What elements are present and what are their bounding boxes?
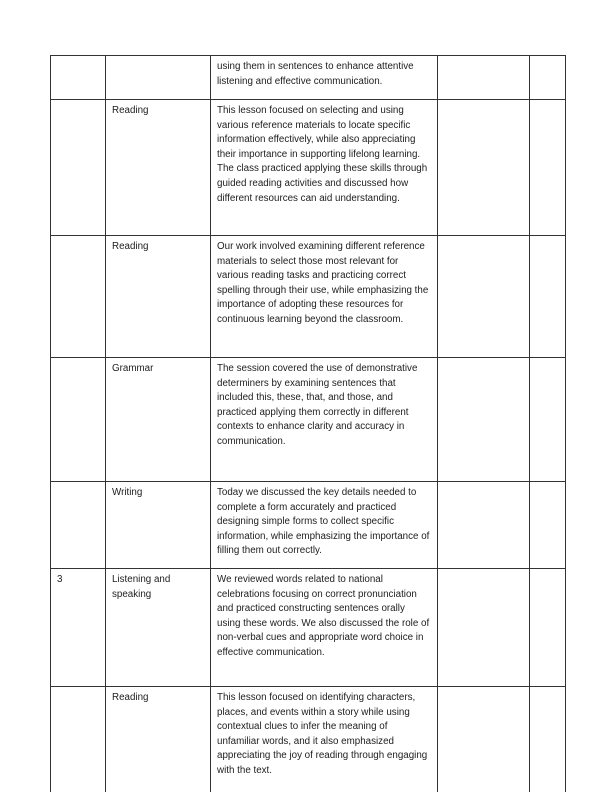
empty-cell-1 [438,569,530,687]
empty-cell-1 [438,482,530,569]
empty-cell-2 [530,569,566,687]
description-cell: Our work involved examining different reference materials to select those most relevant for various reading tasks and practicing correct spelling through their use, while emphasizing the importance of adopting these resources for continuous learning beyond the classroom. [211,236,438,358]
empty-cell-1 [438,56,530,100]
table-row [51,569,566,687]
description-cell: Today we discussed the key details needed to complete a form accurately and practiced designing simple forms to collect specific information, while emphasizing the importance of filling them out correctly. [211,482,438,569]
table-row [51,100,566,236]
empty-cell-1 [438,358,530,482]
empty-cell-1 [438,687,530,792]
week-cell [51,236,106,358]
empty-cell-2 [530,100,566,236]
subject-cell: Reading [106,100,211,236]
table-row [51,56,566,100]
subject-cell: Listening and speaking [106,569,211,687]
description-cell: The session covered the use of demonstrative determiners by examining sentences that included this, these, that, and those, and practiced applying them correctly in different contexts to enhance clarity and accuracy in communication. [211,358,438,482]
description-cell: This lesson focused on selecting and using various reference materials to locate specific information effectively, while also appreciating their importance in supporting lifelong learning. The class practiced applying these skills through guided reading activities and discussed how different resources can aid understanding. [211,100,438,236]
empty-cell-1 [438,236,530,358]
subject-cell: Reading [106,236,211,358]
week-cell [51,482,106,569]
subject-cell [106,56,211,100]
empty-cell-2 [530,482,566,569]
table-row [51,687,566,792]
description-cell: We reviewed words related to national celebrations focusing on correct pronunciation and practiced constructing sentences orally using these words. We also discussed the role of non-verbal cues and appropriate word choice in effective communication. [211,569,438,687]
week-cell [51,687,106,792]
empty-cell-1 [438,100,530,236]
empty-cell-2 [530,358,566,482]
subject-cell: Grammar [106,358,211,482]
empty-cell-2 [530,236,566,358]
empty-cell-2 [530,56,566,100]
subject-cell: Reading [106,687,211,792]
empty-cell-2 [530,687,566,792]
table-row [51,236,566,358]
subject-cell: Writing [106,482,211,569]
lesson-log-table [50,55,566,792]
week-cell [51,56,106,100]
table-row [51,482,566,569]
week-cell [51,100,106,236]
week-cell [51,358,106,482]
description-cell: This lesson focused on identifying characters, places, and events within a story while using contextual clues to infer the meaning of unfamiliar words, and it also emphasized appreciating the joy of reading through engaging with the text. [211,687,438,792]
description-cell: using them in sentences to enhance attentive listening and effective communication. [211,56,438,100]
table-row [51,358,566,482]
week-cell: 3 [51,569,106,687]
